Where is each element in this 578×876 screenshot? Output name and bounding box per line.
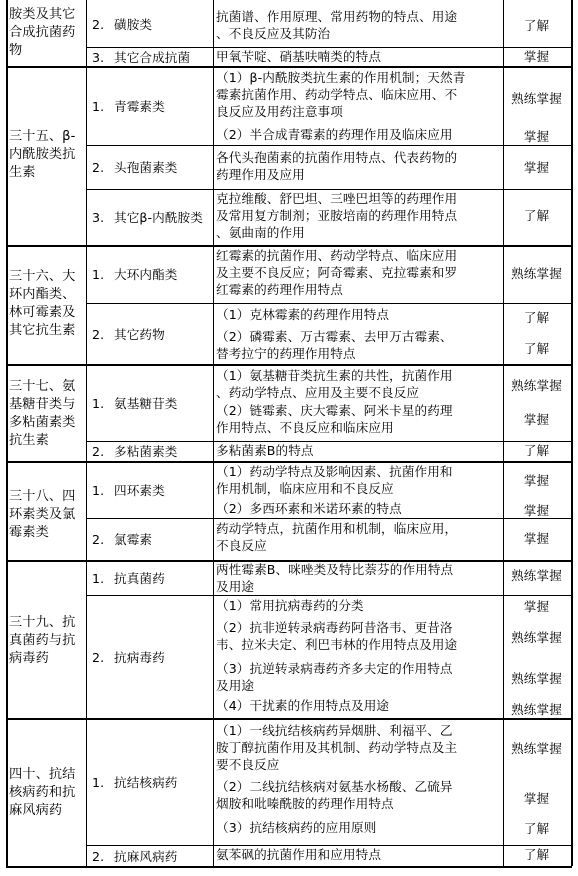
level-label: 熟练掌握 [511,741,562,756]
category-label: 真菌药与抗 [9,633,76,648]
content-line: （2）半合成青霉素的药理作用及临床应用 [216,127,453,142]
category-label: 基糖苷类与 [9,397,76,412]
content-line: （1）常用抗病毒药的分类 [216,598,364,613]
sub-name: 多粘菌素类 [114,444,178,459]
level-label: 了解 [523,341,550,356]
level-label: 了解 [523,443,550,458]
sub-name: 其它药物 [114,326,165,342]
table-rule [86,145,572,146]
category-label: 胺类及其它 [9,7,76,22]
content-line: （1）一线抗结核病药异烟肼、利福平、乙 [216,723,453,738]
sub-name: 大环内酯类 [114,267,178,282]
category-label: 三十六、大 [9,269,76,284]
level-label: 掌握 [523,412,550,427]
content-line: 、不良反应及其防治 [216,26,331,41]
level-label: 掌握 [523,791,550,806]
content-line: 作用机制，临床应用和不良反应 [216,481,394,496]
level-label: 熟练掌握 [511,378,562,393]
category-label: 多粘菌素类 [9,415,76,430]
content-line: （2）磷霉素、万古霉素、去甲万古霉素、 [216,329,453,344]
level-label: 熟练掌握 [511,630,562,645]
content-line: （3）抗结核病药的应用原则 [216,820,377,835]
level-label: 掌握 [523,503,550,518]
level-label: 掌握 [523,49,550,64]
sub-name: 抗结核病药 [114,774,178,790]
table-rule [6,718,572,720]
category-label: 三十五、β- [9,129,76,144]
sub-name: 青霉素类 [114,98,165,114]
content-line: 不良反应 [216,538,267,553]
sub-number: 2. [92,326,105,342]
content-line: 良反应及用药注意事项 [216,104,343,119]
level-label: 熟练掌握 [511,702,562,717]
table-rule [571,0,573,866]
content-line: （2）抗非逆转录病毒药阿昔洛韦、更昔洛 [216,620,453,635]
content-line: 多粘菌素B的特点 [216,443,314,458]
content-line: （3）抗逆转录病毒药齐多夫定的作用特点 [216,661,453,676]
table-rule [6,66,572,68]
content-line: 药理作用及应用 [216,167,305,182]
table-rule [6,364,572,366]
level-label: 了解 [523,310,550,325]
level-label: 熟练掌握 [511,671,562,686]
table-rule [86,0,87,866]
category-label: 内酰胺类抗 [9,147,76,162]
content-line: 克拉维酸、舒巴坦、三唑巴坦等的药理作用 [216,191,458,206]
content-line: 及用途 [216,678,255,693]
content-line: 韦、拉米夫定、利巴韦林的作用特点及用途 [216,637,458,652]
sub-number: 1. [92,570,105,586]
content-line: 两性霉素B、咪唑类及特比萘芬的作用特点 [216,562,454,577]
sub-number: 1. [92,267,105,282]
sub-number: 2. [92,444,105,459]
sub-name: 其它β-内酰胺类 [114,210,203,225]
category-label: 环内酯类、 [9,287,76,302]
sub-name: 抗真菌药 [114,570,165,586]
table-rule [6,0,8,866]
category-label: 林可霉素及 [9,305,76,320]
category-label: 其它抗生素 [9,323,76,338]
sub-number: 1. [92,774,105,790]
content-line: （1）药动学特点及影响因素、抗菌作用和 [216,464,453,479]
table-rule [86,303,572,304]
content-line: 替考拉宁的药理作用特点 [216,346,356,361]
content-line: （4）干扰素的作用特点及用途 [216,698,390,713]
level-label: 熟练掌握 [511,91,562,106]
sub-number: 1. [92,98,105,114]
level-label: 了解 [523,821,550,836]
category-label: 生素 [9,165,36,180]
table-rule [86,518,572,519]
level-label: 掌握 [523,599,550,614]
category-label: 麻风病药 [9,803,63,818]
content-line: （1）克林霉素的药理作用特点 [216,307,390,322]
content-line: （2）多西环素和米诺环素的特点 [216,501,402,516]
category-label: 核病药和抗 [9,785,76,800]
sub-name: 其它合成抗菌 [114,49,191,65]
level-label: 掌握 [523,531,550,546]
level-label: 了解 [523,208,550,223]
content-line: 烟胺和吡嗪酰胺的药理作用特点 [216,796,394,811]
content-line: 作用特点、不良反应和临床应用 [216,420,394,435]
content-line: 各代头孢菌素的抗菌作用特点、代表药物的 [216,150,458,165]
table-rule [86,595,572,596]
sub-name: 头孢菌素类 [114,160,178,175]
category-label: 四十、抗结 [9,767,76,782]
content-line: 胺丁醇抗菌作用及其机制、药动学特点及主 [216,740,458,755]
sub-name: 抗麻风病药 [114,848,178,864]
content-line: 及用途 [216,579,255,594]
content-line: 、氨曲南的作用 [216,225,305,240]
syllabus-table [6,0,572,868]
table-rule [213,0,214,866]
level-label: 掌握 [523,129,550,144]
level-label: 掌握 [523,160,550,175]
level-label: 熟练掌握 [511,568,562,583]
sub-number: 2. [92,16,105,32]
content-line: 霉素抗菌作用、药动学特点、临床应用、不 [216,87,458,102]
content-line: 甲氧苄啶、硝基呋喃类的特点 [216,49,382,64]
category-label: 三十九、抗 [9,615,76,630]
category-label: 抗生素 [9,433,49,448]
sub-number: 2. [92,532,105,547]
content-line: 及主要不良反应；阿奇霉素、克拉霉素和罗 [216,265,458,280]
level-label: 掌握 [523,473,550,488]
content-line: 、药动学特点、应用及主要不良反应 [216,385,420,400]
table-rule [6,866,572,868]
content-line: 要不良反应 [216,757,280,772]
sub-number: 1. [92,395,105,411]
content-line: （2）链霉素、庆大霉素、阿米卡星的药理 [216,403,453,418]
level-label: 了解 [523,18,550,33]
category-label: 环素类及氯 [9,507,76,522]
content-line: （2）二线抗结核病对氨基水杨酸、乙硫异 [216,779,453,794]
category-label: 三十七、氨 [9,379,76,394]
sub-name: 磺胺类 [114,16,153,32]
sub-number: 2. [92,848,105,864]
level-label: 熟练掌握 [511,266,562,281]
sub-number: 2. [92,649,105,665]
level-label: 了解 [523,847,550,862]
sub-name: 四环素类 [114,482,165,498]
category-label: 病毒药 [9,651,49,666]
sub-name: 抗病毒药 [114,649,165,665]
content-line: 药动学特点，抗菌作用和机制，临床应用， [216,521,458,536]
sub-name: 氯霉素 [114,532,153,547]
content-line: 红霉素的抗菌作用、药动学特点、临床应用 [216,248,458,263]
category-label: 物 [9,43,23,58]
content-line: 红霉素的药理作用特点 [216,282,343,297]
content-line: 抗菌谱、作用原理、常用药物的特点、用途 [216,9,458,24]
sub-number: 3. [92,210,105,225]
category-label: 三十八、四 [9,489,76,504]
content-line: （1）β-内酰胺类抗生素的作用机制；天然青 [216,70,466,85]
sub-number: 2. [92,160,105,175]
content-line: 及常用复方制剂；亚胺培南的药理作用特点 [216,208,458,223]
sub-number: 3. [92,49,105,65]
category-label: 霉素类 [9,525,49,540]
table-rule [86,441,572,442]
sub-number: 1. [92,482,105,498]
content-line: 氨苯砜的抗菌作用和应用特点 [216,847,382,862]
content-line: （1）氨基糖苷类抗生素的共性，抗菌作用 [216,368,453,383]
sub-name: 氨基糖苷类 [114,395,178,411]
category-label: 合成抗菌药 [9,25,76,40]
